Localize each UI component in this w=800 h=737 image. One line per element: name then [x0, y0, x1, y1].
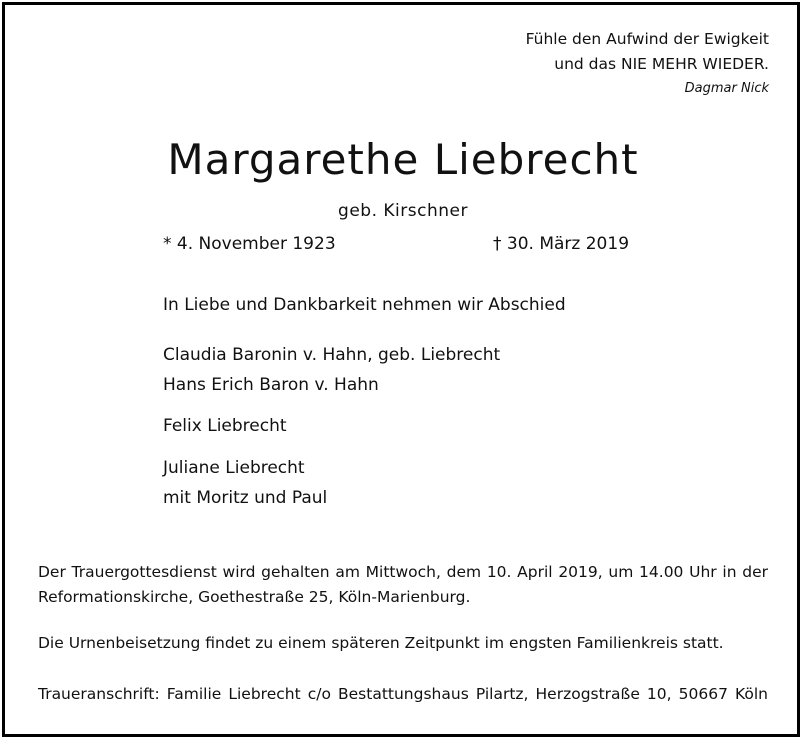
farewell-line: In Liebe und Dankbarkeit nehmen wir Abschied: [163, 295, 566, 315]
mourning-address: Traueranschrift: Familie Liebrecht c/o Bestattungshaus Pilartz, Herzogstraße 10, 50667 Köln: [38, 685, 768, 703]
birth-date: * 4. November 1923: [163, 234, 336, 254]
mourner-line: Hans Erich Baron v. Hahn: [163, 375, 379, 395]
quote-line-2: und das NIE MEHR WIEDER.: [554, 55, 769, 73]
burial-note: Die Urnenbeisetzung findet zu einem späteren Zeitpunkt im engsten Familienkreis statt.: [38, 634, 724, 652]
maiden-name: geb. Kirschner: [338, 201, 468, 221]
deceased-name: Margarethe Liebrecht: [167, 135, 639, 184]
quote-author: Dagmar Nick: [684, 81, 769, 96]
death-date: † 30. März 2019: [493, 234, 630, 254]
mourner-line: Juliane Liebrecht: [163, 458, 305, 478]
service-line-1: Der Trauergottesdienst wird gehalten am Mittwoch, dem 10. April 2019, um 14.00 Uhr in der: [38, 563, 768, 581]
mourner-line: Claudia Baronin v. Hahn, geb. Liebrecht: [163, 345, 501, 365]
mourner-line: mit Moritz und Paul: [163, 488, 328, 508]
service-line-2: Reformationskirche, Goethestraße 25, Köln-Marienburg.: [38, 588, 471, 606]
obituary-notice: [2, 2, 800, 737]
mourner-line: Felix Liebrecht: [163, 416, 287, 436]
quote-line-1: Fühle den Aufwind der Ewigkeit: [525, 30, 769, 48]
